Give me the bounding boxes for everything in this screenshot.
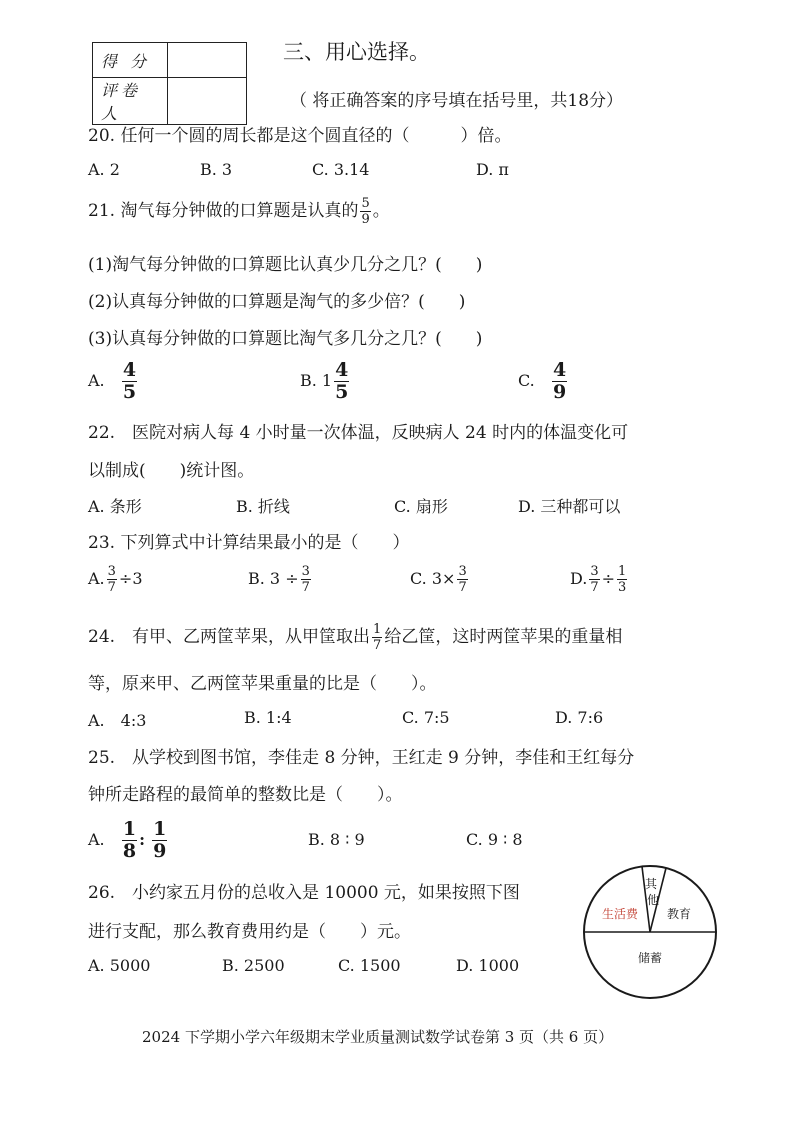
q20-option-b: B. 3	[200, 160, 233, 179]
pie-label-other-1: 其	[645, 877, 658, 891]
q21-option-c: C. $\frac{4}{9}$	[518, 359, 567, 403]
q24-option-c: C. 7:5	[402, 708, 450, 727]
pie-label-other-2: 他	[647, 893, 660, 907]
q25-option-c: C. 9 ∶ 8	[466, 830, 523, 849]
q20-option-a: A. 2	[88, 160, 120, 179]
q20-option-d: D. π	[476, 160, 509, 179]
q21-sub3: (3)认真每分钟做的口算题比淘气多几分之几？( )	[88, 329, 483, 349]
q21-option-b: B. 1 $\frac{4}{5}$	[300, 359, 349, 403]
q21-stem-text: 21. 淘气每分钟做的口算题是认真的	[88, 201, 359, 221]
q25-option-b: B. 8 ∶ 9	[308, 830, 365, 849]
q25-line1: 25. 从学校到图书馆，李佳走 8 分钟，王红走 9 分钟，李佳和王红每分	[88, 748, 635, 768]
expense-pie-chart	[580, 862, 720, 1002]
q24-line1: 24. 有甲、乙两筐苹果，从甲筐取出 $\frac{1}{7}$ 给乙筐，这时两筐苹果的重量相	[88, 622, 623, 653]
q23-option-d: D. $\frac{3}{7}$ ÷ $\frac{1}{3}$	[570, 564, 627, 595]
q22-line2: 以制成( )统计图。	[88, 461, 255, 481]
q26-line2: 进行支配，那么教育费用约是（ ）元。	[88, 922, 411, 942]
q24-line2: 等，原来甲、乙两筐苹果重量的比是（ ）。	[88, 674, 437, 694]
score-label: 得 分	[93, 43, 168, 78]
q26-option-c: C. 1500	[338, 956, 401, 975]
q26-option-d: D. 1000	[456, 956, 520, 975]
page-footer: 2024 下学期小学六年级期末学业质量测试数学试卷第 3 页（共 6 页）	[142, 1028, 614, 1046]
section-title: 三、用心选择。	[283, 40, 430, 64]
q22-option-b: B. 折线	[236, 497, 290, 516]
q21-stem-fraction: $\frac{5}{9}$	[361, 196, 370, 227]
pie-label-living: 生活费	[602, 907, 639, 921]
q21-sub1: (1)淘气每分钟做的口算题比认真少几分之几？( )	[88, 255, 483, 275]
q24-option-b: B. 1:4	[244, 708, 292, 727]
q22-option-a: A. 条形	[88, 497, 142, 516]
q21-sub2: (2)认真每分钟做的口算题是淘气的多少倍？( )	[88, 292, 466, 312]
q26-option-b: B. 2500	[222, 956, 285, 975]
grader-label: 评卷人	[93, 78, 168, 125]
pie-label-savings: 储蓄	[638, 951, 663, 965]
q24-option-a: A. 4:3	[88, 711, 147, 730]
q20-option-c: C. 3.14	[312, 160, 370, 179]
q25-line2: 钟所走路程的最简单的整数比是（ ）。	[88, 785, 403, 805]
q23-option-b: B. 3 ÷ $\frac{3}{7}$	[248, 564, 310, 595]
pie-label-education: 教育	[667, 907, 692, 921]
q23-text: 23. 下列算式中计算结果最小的是（ ）	[88, 533, 410, 553]
score-cell	[168, 43, 247, 78]
q21-option-a: A. $\frac{4}{5}$	[88, 359, 137, 403]
q21-stem: 21. 淘气每分钟做的口算题是认真的 $\frac{5}{9}$ 。	[88, 196, 390, 227]
q25-option-a: A. $\frac{1}{8}$ : $\frac{1}{9}$	[88, 818, 167, 862]
q22-option-c: C. 扇形	[394, 497, 448, 516]
q22-option-d: D. 三种都可以	[518, 497, 621, 516]
q26-option-a: A. 5000	[88, 956, 151, 975]
q22-line1: 22. 医院对病人每 4 小时量一次体温，反映病人 24 时内的体温变化可	[88, 423, 629, 443]
q20-text: 20. 任何一个圆的周长都是这个圆直径的（ ）倍。	[88, 126, 512, 146]
grader-cell	[168, 78, 247, 125]
q23-option-c: C. 3× $\frac{3}{7}$	[410, 564, 467, 595]
q26-line1: 26. 小约家五月份的总收入是 10000 元，如果按照下图	[88, 883, 520, 903]
q23-option-a: A. $\frac{3}{7}$ ÷3	[88, 564, 143, 595]
q24-option-d: D. 7:6	[555, 708, 604, 727]
section-instruction: （ 将正确答案的序号填在括号里，共18分）	[290, 91, 624, 111]
score-table	[92, 42, 247, 125]
